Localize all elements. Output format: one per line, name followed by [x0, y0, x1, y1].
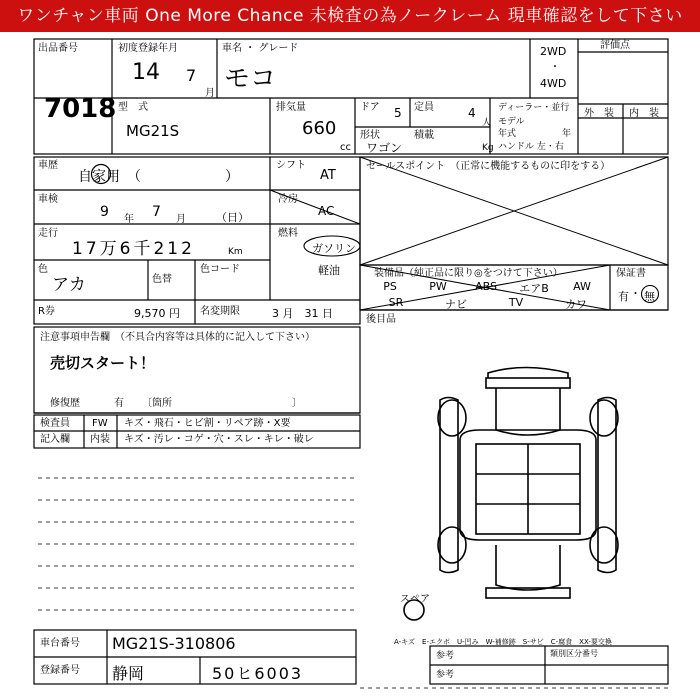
model-code: MG21S: [126, 122, 180, 140]
rear-seat-label: 後目品: [366, 314, 396, 325]
reg-area: 静岡: [112, 664, 145, 683]
fuel-diesel: 軽油: [318, 264, 340, 277]
equipment-row-1: [366, 280, 606, 296]
year-unit: 年: [562, 129, 572, 139]
doors: 5: [394, 106, 402, 120]
cooler-label: 冷房: [278, 194, 298, 205]
load-label: 積載: [414, 130, 434, 141]
km-unit: Km: [228, 247, 243, 257]
interior-check-label: 内装: [90, 434, 110, 445]
warranty-yes: 有: [618, 290, 629, 303]
month-unit-2: 月: [176, 214, 186, 225]
inspection-label: 車検: [38, 194, 58, 205]
reg-label: 登録番号: [40, 665, 80, 676]
year-unit-2: 年: [124, 214, 134, 225]
shift-label: シフト: [276, 160, 306, 171]
fuel-label: 燃料: [278, 228, 298, 239]
equipment-item: AW: [573, 280, 591, 293]
capacity-label: 定員: [414, 102, 434, 113]
color-change-label: 色替: [152, 274, 172, 285]
color-code-label: 色コード: [200, 264, 240, 275]
equipment-item: ABS: [475, 280, 497, 293]
circle-mark: [90, 163, 112, 185]
warranty-no: 無: [644, 290, 655, 303]
selling-points-title: セールスポイント （正常に機能するものに印をする）: [366, 161, 611, 172]
doors-label: ドア: [360, 102, 380, 113]
equipment-item: エアB: [519, 282, 549, 295]
equipment-item: TV: [508, 296, 524, 309]
score-label: 評価点: [600, 40, 630, 51]
inspector-label: 検査員: [40, 418, 70, 429]
equipment-item: PW: [429, 280, 447, 293]
person-unit: 人: [482, 118, 492, 128]
repair-part: 〔箇所 〕: [142, 398, 302, 409]
equipment-title: 装備品（純正品に限り◎をつけて下さい）: [374, 268, 563, 279]
car-diagram: [404, 368, 618, 621]
transfer-value: 3 月 31 日: [272, 307, 333, 320]
shape-label: 形状: [360, 130, 380, 141]
interior-label: 内 装: [629, 108, 659, 119]
capacity: 4: [468, 106, 476, 120]
displacement-label: 排気量: [276, 102, 306, 113]
equipment-item: PS: [383, 280, 397, 293]
color-label: 色: [38, 264, 48, 275]
shift: AT: [320, 168, 336, 183]
interior-items: キズ・汚レ・コゲ・穴・スレ・キレ・破レ: [124, 434, 314, 445]
history: 自家用 （ ）: [78, 169, 239, 185]
drive-dot: ・: [550, 62, 560, 73]
class-label: 類別区分番号: [550, 649, 598, 658]
r-label: R券: [38, 306, 55, 317]
notes-title: 注意事項申告欄 （不具合内容等は具体的に記入して下さい）: [40, 332, 315, 343]
equipment-item: ナビ: [445, 298, 467, 311]
cc-unit: cc: [340, 142, 351, 153]
circle-mark: [302, 234, 362, 258]
displacement: 660: [302, 118, 337, 139]
chassis-number: MG21S-310806: [112, 634, 236, 653]
model-year-label: モデル: [498, 117, 525, 127]
inspection-month: 7: [152, 204, 161, 220]
color: アカ: [52, 275, 86, 295]
warranty-sep: ・: [630, 287, 641, 300]
cooler: AC: [318, 204, 335, 218]
lot-number: 7018: [44, 94, 117, 124]
car-name: モコ: [224, 64, 277, 94]
first-reg-year: 14: [132, 60, 160, 85]
notes-text: 売切スタート！: [50, 354, 156, 372]
fuel-gasoline: ガソリン: [312, 242, 356, 255]
entry-label: 記入欄: [40, 434, 70, 445]
fw-items: キズ・飛石・ヒビ割・リペア跡・X要: [124, 418, 291, 429]
equipment-item: カワ: [565, 298, 587, 311]
kg-unit: Kg: [482, 143, 494, 153]
ref-label-2: 参考: [436, 670, 455, 680]
circle-mark: [640, 284, 660, 304]
drive-4wd: 4WD: [540, 77, 567, 90]
inspection-day: （日）: [216, 211, 249, 224]
mileage: 17万6千212: [72, 239, 195, 259]
model-label: 型 式: [118, 102, 148, 113]
exterior-label: 外 装: [584, 108, 614, 119]
transfer-label: 名変期限: [200, 306, 240, 317]
history-label: 車歴: [38, 160, 58, 171]
mileage-label: 走行: [38, 228, 58, 239]
year-label: 年式: [498, 129, 517, 139]
spare-label: スペア: [400, 594, 430, 605]
damage-legend: A-キズ E-エクボ U-凹み W-補修跡 S-サビ C-腐食 XX-要交換: [394, 638, 612, 646]
equipment-item: SR: [388, 296, 404, 309]
reg-number: 50ヒ6003: [212, 664, 304, 683]
month-unit: 月: [205, 88, 215, 99]
r-value: 9,570 円: [134, 307, 180, 320]
warning-banner: ワンチャン車両 One More Chance 未検査の為ノークレーム 現車確認をして下さい: [0, 0, 700, 32]
shape: ワゴン: [366, 141, 403, 155]
chassis-label: 車台番号: [40, 638, 80, 649]
warranty-label: 保証書: [616, 268, 646, 279]
fw-label: FW: [92, 418, 108, 429]
inspection-year: 9: [100, 204, 109, 220]
lot-label: 出品番号: [38, 43, 78, 54]
first-reg-month: 7: [186, 66, 197, 85]
car-name-label: 車名 ・ グレード: [222, 43, 299, 54]
first-reg-label: 初度登録年月: [118, 43, 178, 54]
repair-value: 有: [114, 398, 124, 409]
handle-label: ハンドル 左・右: [498, 142, 564, 152]
drive-2wd: 2WD: [540, 45, 567, 58]
equipment-row-2: [366, 296, 606, 312]
dealer-label: ディーラー・並行: [498, 103, 570, 113]
ref-label-1: 参考: [436, 651, 455, 661]
repair-label: 修復歴: [50, 398, 80, 409]
